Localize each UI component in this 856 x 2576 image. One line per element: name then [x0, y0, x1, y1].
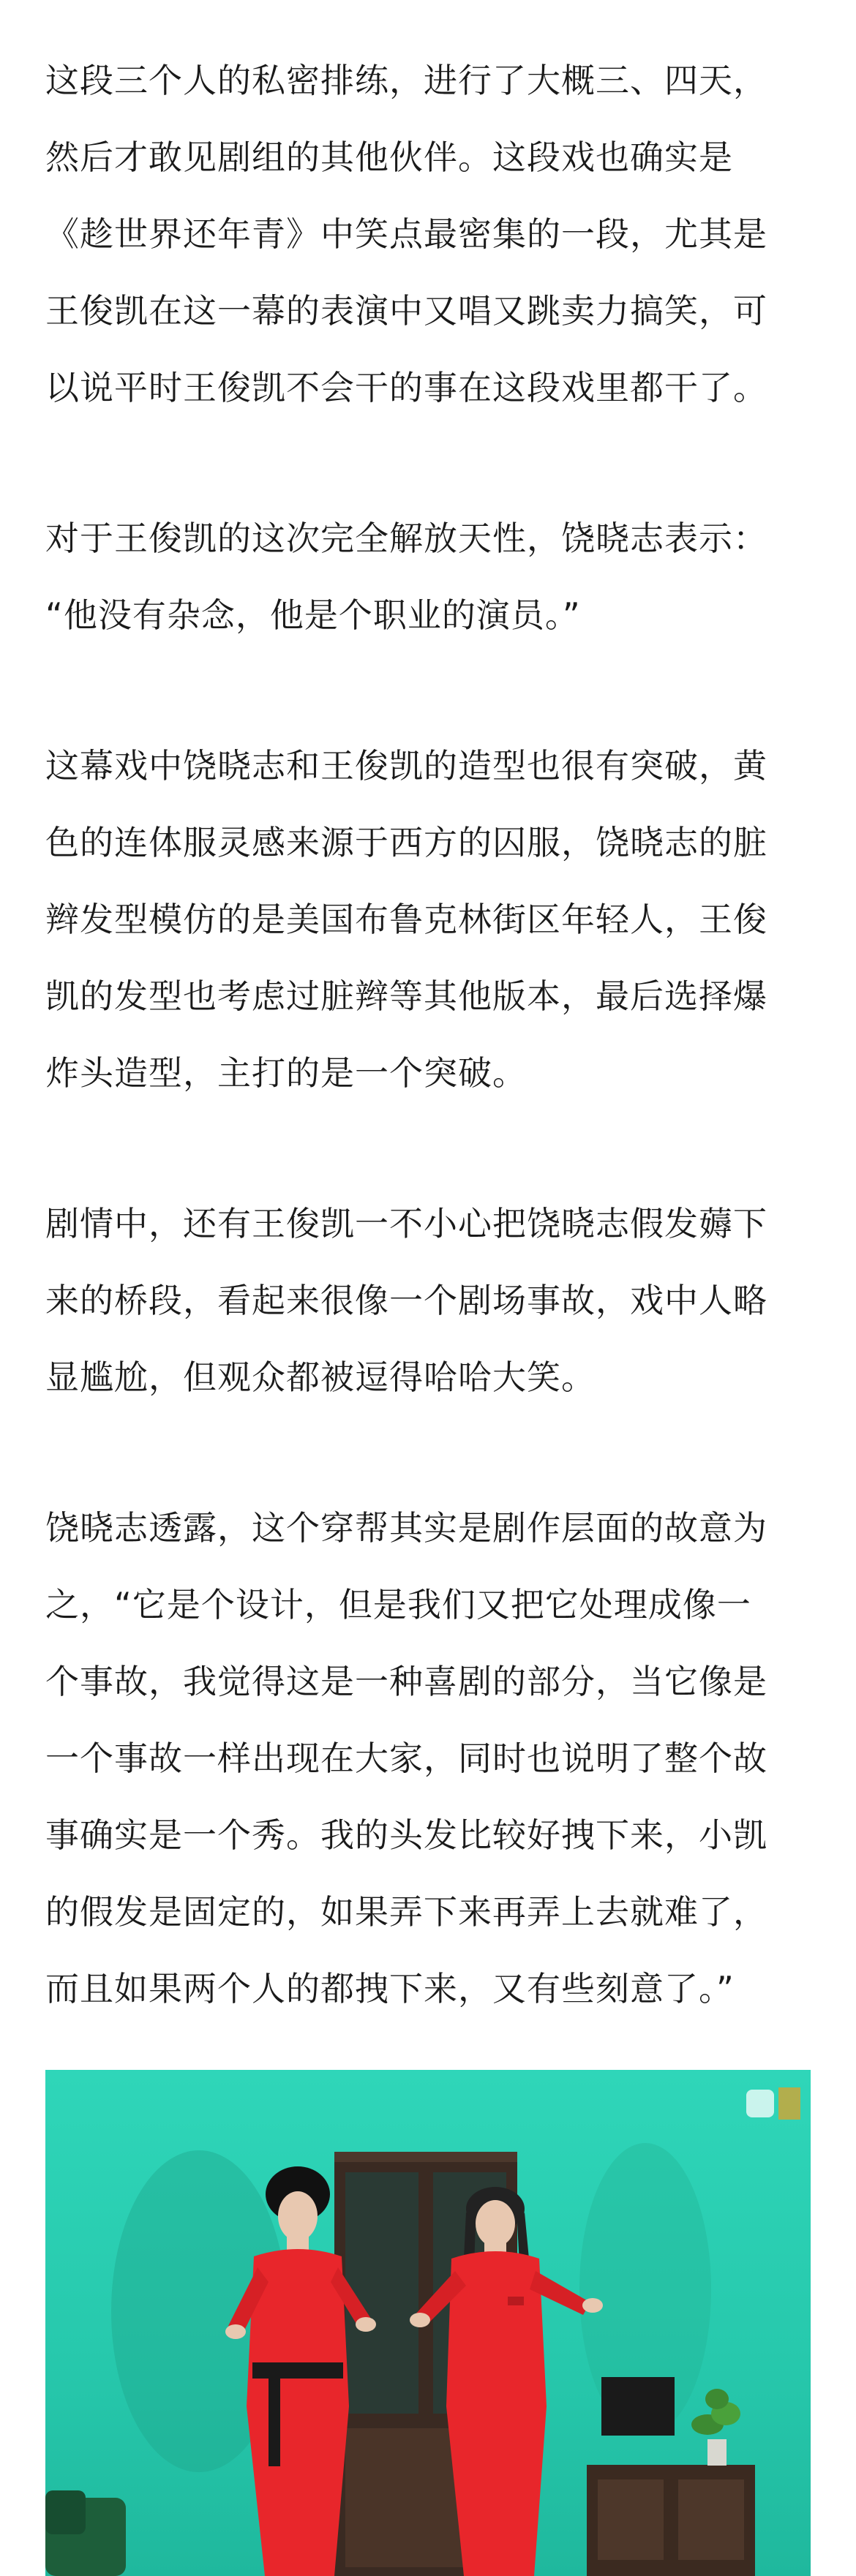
article-paragraph: 剧情中，还有王俊凯一不小心把饶晓志假发薅下 来的桥段，看起来很像一个剧场事故，戏中人略 显尴尬，但观众都被逗得哈哈大笑。	[45, 1204, 767, 1397]
potted-plant	[691, 2389, 740, 2466]
article-paragraph: 这段三个人的私密排练，进行了大概三、四天， 然后才敢见剧组的其他伙伴。这段戏也确实是 《趁世界还年青》中笑点最密集的一段，尤其是 王俊凯在这一幕的表演中又唱又跳卖力搞笑，可 以说平时王俊凯不会干的事在这段戏里都干了。	[45, 61, 767, 407]
stage-photo-illustration	[45, 2070, 811, 2576]
article-paragraph: 饶晓志透露，这个穿帮其实是剧作层面的故意为 之，“它是个设计，但是我们又把它处理成像一 个事故，我觉得这是一种喜剧的部分，当它像是 一个事故一样出现在大家，同时也说明了整个故 事确实是一个秀。我的头发比较好拽下来，小凯 的假发是固定的，如果弄下来再弄上去就难了， 而且如果两个人的都拽下来，又有些刻意了。”	[45, 1508, 767, 2008]
article-paragraph: 这幕戏中饶晓志和王俊凯的造型也很有突破，黄 色的连体服灵感来源于西方的囚服，饶晓志的脏 辫发型模仿的是美国布鲁克林街区年轻人，王俊 凯的发型也考虑过脏辫等其他版本，最后选择爆 炸头造型，主打的是一个突破。	[45, 746, 767, 1093]
article-body	[45, 42, 811, 2027]
article-paragraph: 对于王俊凯的这次完全解放天性，饶晓志表示： “他没有杂念，他是个职业的演员。”	[45, 519, 767, 635]
watermark-mark-icon	[746, 2090, 774, 2117]
stage-photo	[45, 2070, 811, 2576]
green-sofa	[45, 2490, 126, 2576]
watermark-logo	[746, 2087, 800, 2120]
watermark-seal-icon	[778, 2087, 800, 2120]
